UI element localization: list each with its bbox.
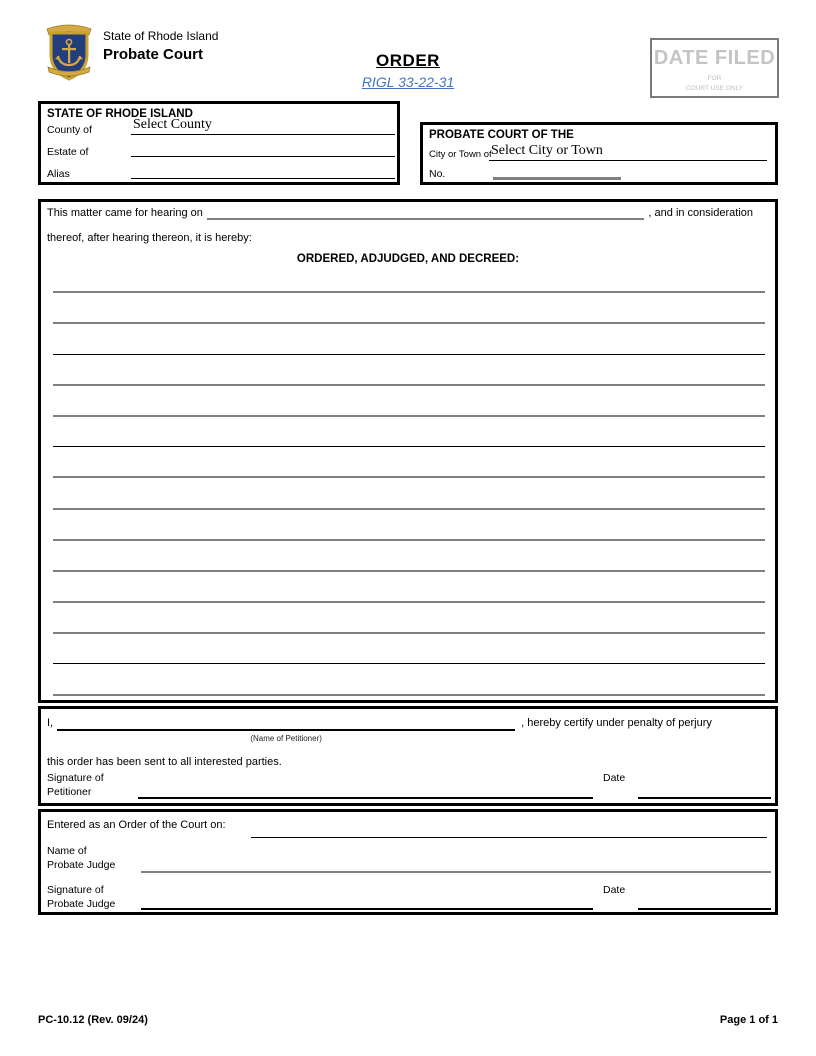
agency-header [103, 29, 218, 65]
judge-signature-field[interactable] [141, 908, 593, 910]
certify-body: this order has been sent to all interested parties. [47, 756, 282, 768]
order-blank-line[interactable] [53, 355, 765, 386]
order-blank-line[interactable] [53, 510, 765, 541]
order-blank-line[interactable] [53, 293, 765, 324]
form-number: PC-10.12 (Rev. 09/24) [38, 1014, 148, 1026]
alias-label: Alias [47, 168, 70, 180]
date-filed-sub2: COURT USE ONLY [685, 84, 744, 92]
alias-field-line[interactable] [131, 178, 395, 179]
entered-label: Entered as an Order of the Court on: [47, 819, 226, 831]
state-box [38, 101, 400, 185]
agency-state-label: State of Rhode Island [103, 29, 219, 43]
order-blank-line[interactable] [53, 541, 765, 572]
judge-signature-label: Signature of Probate Judge [47, 884, 116, 910]
order-body-box [38, 199, 778, 703]
hearing-sentence [47, 206, 753, 221]
petitioner-name-caption: (Name of Petitioner) [250, 734, 322, 743]
order-blank-line[interactable] [53, 603, 765, 634]
city-or-town-label: City or Town of [429, 149, 492, 160]
form-title: ORDER [376, 51, 440, 70]
judge-date-field[interactable] [638, 908, 771, 910]
judge-date-label: Date [603, 884, 626, 896]
order-blank-line[interactable] [53, 417, 765, 447]
certify-sentence [47, 714, 761, 743]
decree-heading: ORDERED, ADJUDGED, AND DECREED: [296, 253, 520, 265]
order-blank-line[interactable] [53, 386, 765, 417]
probate-court-title: PROBATE COURT OF THE [429, 129, 574, 141]
order-blank-line[interactable] [53, 262, 765, 293]
entered-date-field[interactable] [251, 837, 767, 838]
hearing-sentence-line2: thereof, after hearing thereon, it is hereby: [47, 232, 252, 244]
statute-link[interactable]: RIGL 33-22-31 [361, 74, 455, 90]
agency-court-label: Probate Court [103, 46, 204, 63]
case-number-field[interactable] [493, 177, 621, 180]
county-field-line[interactable] [131, 134, 395, 135]
order-blank-line[interactable] [53, 664, 765, 695]
order-blank-line[interactable] [53, 447, 765, 478]
page-indicator: Page 1 of 1 [719, 1014, 778, 1026]
date-filed-sub1: FOR [707, 75, 722, 82]
order-blank-line[interactable] [53, 572, 765, 603]
county-select-field[interactable]: Select County [133, 117, 212, 132]
certification-box [38, 706, 778, 806]
order-blank-lines [53, 262, 765, 727]
city-or-town-select-field[interactable]: Select City or Town [491, 143, 603, 158]
hearing-sentence-prefix: This matter came for hearing on [47, 207, 203, 219]
order-blank-line[interactable] [53, 324, 765, 354]
hearing-date-field[interactable] [207, 218, 645, 220]
county-of-label: County of [47, 124, 92, 136]
petitioner-signature-label: Signature of Petitioner [47, 772, 104, 798]
petitioner-date-label: Date [603, 772, 626, 784]
court-entry-box [38, 809, 778, 915]
order-blank-line[interactable] [53, 634, 765, 664]
probate-court-box [420, 122, 778, 185]
form-title-block [288, 51, 528, 90]
judge-name-label: Name of Probate Judge [47, 845, 116, 871]
city-or-town-field-line[interactable] [489, 160, 767, 161]
order-blank-line[interactable] [53, 478, 765, 509]
case-number-label: No. [429, 168, 446, 180]
estate-of-label: Estate of [47, 146, 89, 158]
estate-field-line[interactable] [131, 156, 395, 157]
petitioner-date-field[interactable] [638, 797, 771, 799]
petitioner-signature-field[interactable] [138, 797, 593, 799]
petitioner-name-field[interactable] [57, 714, 515, 743]
date-filed-label: DATE FILED [653, 47, 776, 69]
judge-name-field[interactable] [141, 871, 771, 873]
rhode-island-seal-icon [42, 20, 96, 84]
hearing-sentence-suffix: , and in consideration [648, 207, 753, 219]
certify-suffix: , hereby certify under penalty of perjury [521, 717, 712, 729]
certify-prefix: I, [47, 717, 54, 729]
date-filed-stamp-box [650, 38, 779, 98]
state-box-title: STATE OF RHODE ISLAND [47, 108, 193, 120]
